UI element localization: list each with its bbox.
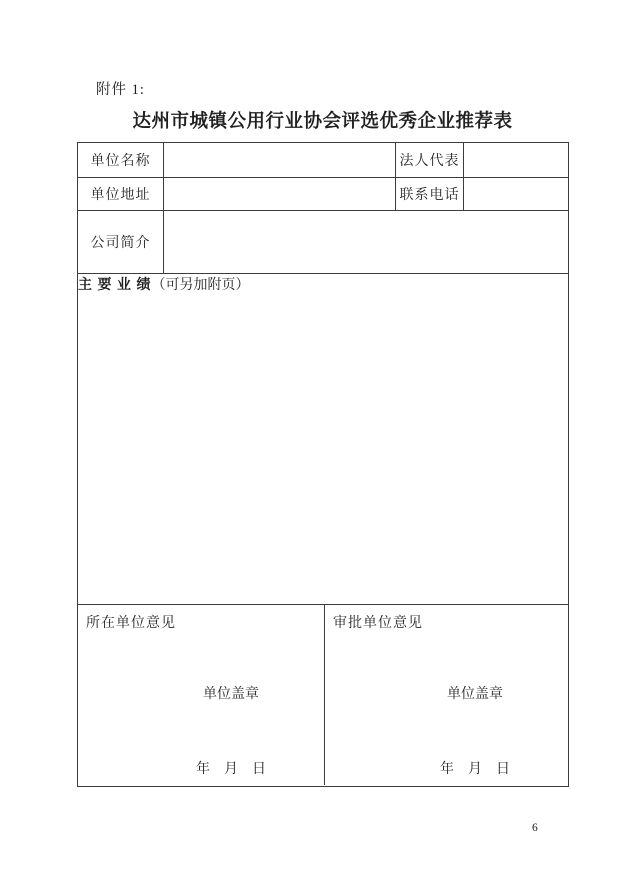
host-stamp-label: 单位盖章 (203, 687, 259, 702)
approval-opinion-field[interactable] (325, 605, 568, 785)
table-row (78, 605, 569, 787)
opinions-row (78, 605, 569, 787)
table-row (78, 143, 569, 178)
form-table (77, 142, 569, 787)
achievements-field[interactable] (78, 274, 569, 605)
host-stamp-block (194, 632, 268, 832)
opinions-wrap (78, 605, 568, 785)
page-number: 6 (532, 822, 538, 834)
company-profile-field[interactable] (164, 211, 569, 274)
legal-rep-label: 法人代表 (396, 143, 464, 178)
unit-address-label: 单位地址 (78, 178, 164, 211)
page-title: 达州市城镇公用行业协会评选优秀企业推荐表 (132, 112, 513, 132)
unit-name-field[interactable] (164, 143, 396, 178)
table-row (78, 274, 569, 605)
achievements-note: （可另加附页） (151, 278, 250, 293)
legal-rep-field[interactable] (464, 143, 569, 178)
approval-opinion-label: 审批单位意见 (333, 616, 423, 631)
contact-phone-field[interactable] (464, 178, 569, 211)
approval-stamp-block (438, 632, 512, 832)
approval-stamp-label: 单位盖章 (447, 687, 503, 702)
approval-date-label: 年 月 日 (440, 762, 510, 777)
host-opinion-label: 所在单位意见 (86, 616, 176, 631)
unit-name-label: 单位名称 (78, 143, 164, 178)
contact-phone-label: 联系电话 (396, 178, 464, 211)
host-opinion-field[interactable] (78, 605, 325, 785)
host-date-label: 年 月 日 (196, 762, 266, 777)
table-row (78, 211, 569, 274)
company-profile-label: 公司简介 (78, 211, 164, 274)
attachment-label: 附件 1: (96, 82, 145, 98)
unit-address-field[interactable] (164, 178, 396, 211)
achievements-label: 主 要 业 绩 (78, 278, 152, 293)
table-row (78, 178, 569, 211)
